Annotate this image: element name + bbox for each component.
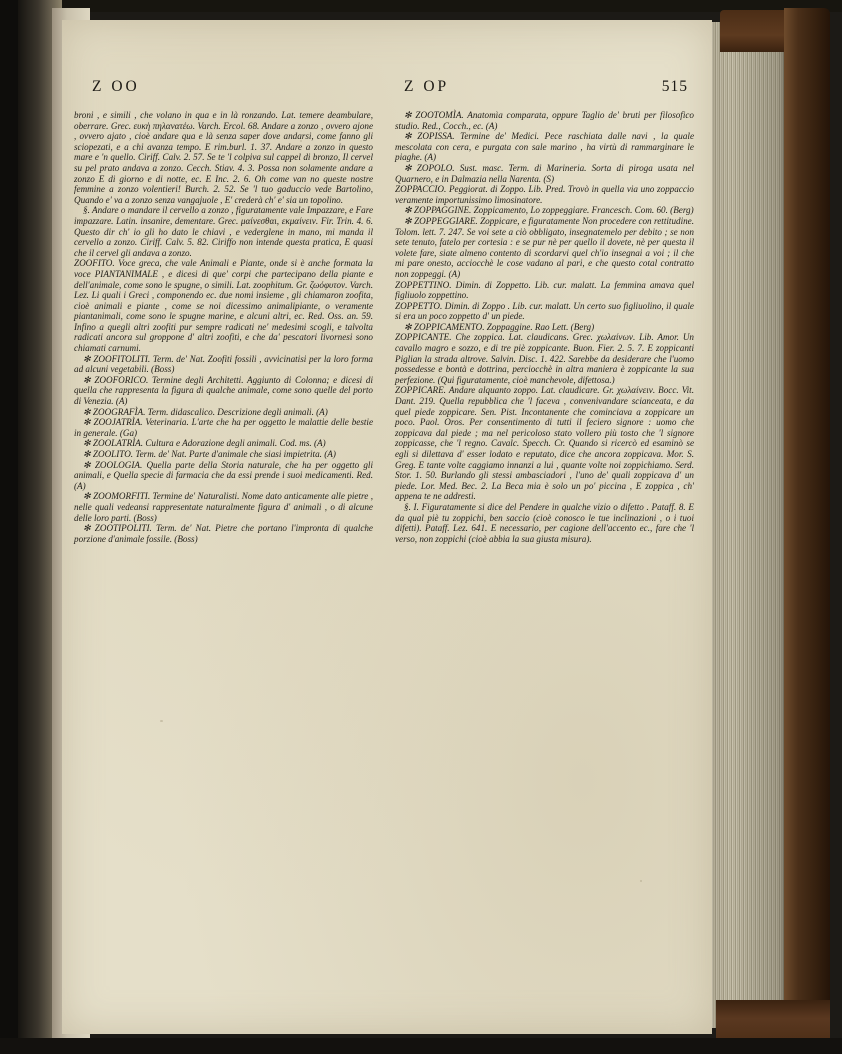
dictionary-entry: ✻ ZOOGRAFÌA. Term. didascalico. Descrizione degli animali. (A) [83,406,328,417]
dictionary-entry: ✻ ZOOMORFITI. Termine de' Naturalisti. Nome dato anticamente alle pietre , nelle quali vedeansi rappresentate naturalmente figura d' animali , o di alcune delle loro parti. (Boss) [74,491,373,523]
two-column-layout [74,110,694,544]
page-text-block [74,78,694,978]
dictionary-entry: ZOPPICARE. Andare alquanto zoppo. Lat. claudicare. Gr. χωλαίνειν. Bocc. Vit. Dant. 219. Quella repubblica che 'l faceva , convenivandare scianceata, e da quel piede zoppicare. Sen. Pist. Incontanente che cominciava a zoppicare un poco. Paol. Oros. Per consentimento di tutti il feciero signore : uomo che zoppicava dal piede ; ma nel pericoloso stato vollero più tosto che 'l signore zoppicasse, che 'l regno. Cavalc. Specch. Cr. Quando si ricercò ed esaminò se egli si dilettava d' esser lodato e reputato, dice che ancora zoppicava. Mor. S. Greg. E tante volte caggiamo innanzi a lui , quante volte noi zoppichiamo. Serd. Stor. 1. 50. Burlando gli stessi ambasciadori , l'uno de' quali zoppicava d' un piede. Lor. Med. Bec. 2. La Beca mia è solo un po' piccina , E zoppica , ch' appena te ne addresti. [395,385,694,502]
column-right [395,110,694,544]
dictionary-entry: broni , e simili , che volano in qua e in là ronzando. Lat. temere deambulare, oberrare. Grec. ευκὴ πηλανατέω. Varch. Ercol. 68. Andare a zonzo , ovvero ajone , ovvero ajato , cioè andare qua e là senza saper dove andarsi, come fanno gli sciopezati, e a chi avanza tempo. E rim.burl. 1. 37. Andare a zonzo in questo mare e 'n quello. Ciriff. Calv. 2. 57. Se te 'l colpiva sul cappel di bronzo, Il cervel su pel prato andava a zonzo. Cecch. Stiav. 4. 3. Possa non solamente andare a zonzo E di giorno e di notte, ec. E Inc. 2. 6. Oh come van no queste nostre femmine a zonzo volentieri! Burch. 2. 52. Se 'l tuo gaduccio vede Bartolino, Quando e' va a zonzo senza vangajuole , E' crederà ch' e' sia un topolino. [74,110,373,205]
book-cover-right [784,8,830,1044]
dictionary-entry: ✻ ZOOLATRÌA. Cultura e Adorazione degli animali. Cod. ms. (A) [83,438,326,449]
dictionary-entry: ZOPPETTO. Dimin. di Zoppo . Lib. cur. malatt. Un certo suo figliuolino, il quale si era un poco zoppetto d' un piede. [395,300,694,322]
dictionary-entry: ✻ ZOOTOMÌA. Anatomìa comparata, oppure Taglio de' bruti per filosofico studio. Red., Cocch., ec. (A) [395,110,694,131]
running-head-center: Z OP [404,78,450,95]
dictionary-entry: ✻ ZOOLOGIA. Quella parte della Storia naturale, che ha per oggetto gli animali, e Quella specie di farmacia che da essi prende i suoi medicamenti. Red. (A) [74,459,373,491]
background-left-edge [0,0,18,1054]
dictionary-entry: §. I. Figuratamente si dice del Pendere in qualche vizio o difetto . Pataff. 8. E da qual piè tu zoppichi, ben saccio (cioè conosco le tue inclinazioni , o i tuoi difetti). Pataff. Lez. 641. E necessario, per cagione dell'accento ec., fare che 'l verso, non zoppichi (cioè abbia la sua giusta misura). [395,501,694,544]
book-fore-edge-shading [712,22,786,1028]
dictionary-entry: ✻ ZOOFITOLITI. Term. de' Nat. Zoofiti fossili , avvicinatisi per la loro forma ad alcuni vegetabili. (Boss) [74,353,373,375]
background-bottom-edge [0,1038,842,1054]
background-top-edge [0,0,842,12]
dictionary-entry: ✻ ZOOLITO. Term. de' Nat. Parte d'animale che siasi impietrita. (A) [83,449,336,459]
dictionary-entry: ✻ ZOPOLO. Sust. masc. Term. di Marineria. Sorta di piroga usata nel Quarnero, e in Dalmazia nella Narenta. (S) [395,162,694,184]
dictionary-entry: §. Andare o mandare il cervello a zonzo , figuratamente vale Impazzare, e Fare impazzare. Latin. insanire, dementare. Grec. μαίνεσθαι, εκμαίνειν. Fir. Trin. 4. 6. Questo dir ch' io gli ho dato le chiavi , e vederglene in mano, mi manda il cervello a zonzo. Ciriff. Calv. 5. 82. Ciriffo non intende questa pratica, E quasi che il cervel gli andava a zonzo. [74,205,373,258]
dictionary-entry: ZOPPETTINO. Dimin. di Zoppetto. Lib. cur. malatt. La femmina amava quel figliuolo zoppettino. [395,279,694,301]
dictionary-entry: ✻ ZOOTIPOLITI. Term. de' Nat. Pietre che portano l'impronta di qualche porzione d'animale fossile. (Boss) [74,523,373,544]
dictionary-entry: ✻ ZOPPICAMENTO. Zoppaggine. Rao Lett. (Berg) [404,321,595,332]
dictionary-entry: ✻ ZOOFORICO. Termine degli Architetti. Aggiunto di Colonna; e dicesi di quella che rappresenta la figura di qualche animale, come sono quelle del porto di Venezia. (A) [74,374,373,407]
dictionary-entry: ZOPPICANTE. Che zoppica. Lat. claudicans. Grec. χωλαίνων. Lib. Amor. Un cavallo magro e sozzo, e di tre piè zoppicante. Buon. Fier. 2. 5. 7. E zoppicanti Piglian la strada altrove. Salvin. Disc. 1. 422. Sarebbe da desiderare che l'uomo possedesse e bontà e dottrina, perciocchè in altra maniera è zoppicante la sua perfezione. (Qui figuratamente, cioè manchevole, difettosa.) [395,332,694,385]
dictionary-entry: ✻ ZOPISSA. Termine de' Medici. Pece raschiata dalle navi , la quale mescolata con cera, e purgata con sale marino , ha virtù di rammarginare le piaghe. (A) [395,131,694,163]
dictionary-entry: ZOOFITO. Voce greca, che vale Animali e Piante, onde si è anche formata la voce PIANTANIMALE , e dicesi di que' corpi che partecipano della piante e dell'animale, come sono le spugne, o simili. Lat. zoophitum. Gr. ζωόφυτον. Varch. Lez. Li quali i Greci , componendo ec. due nomi insieme , gli chiamaron zoofita, cioè animali e piante , come se noi dicessimo animalipiante, o veramente piantanimali, come sono le spugne marine, e alcuni altri, ec. Red. Oss. an. 59. Infino a quegli altri zoofiti pur sempre radicati ne' medesimi scogli, e talvolta radicati ancora sul groppone d' altri zoofiti, e che da' pescatori livornesi sono chiamati carnumi. [74,258,373,354]
dictionary-entry: ✻ ZOPPEGGIARE. Zoppicare, e figuratamente Non procedere con rettitudine. Tolom. lett. 7. 247. Se voi sete a ciò obbligato, insegnatemelo per debito ; se non sete tenuto, fatelo per cortesia : e se pur nè per quello il dovete, nè per questa il volete fare, siate almeno contento di scordarvi quel ch'io insegnai a voi ; il che mi pare onesto, acciocchè le cose vadano al pari, e che questo cotal contratto non zoppeggi. (A) [395,215,694,279]
running-head-left: Z OO [92,78,140,95]
page-number: 515 [661,78,688,95]
running-head [74,78,694,104]
dictionary-entry: ZOPPACCIO. Peggiorat. di Zoppo. Lib. Pred. Trovò in quella via uno zoppaccio veramente importunissimo limosinatore. [395,184,694,205]
column-left [74,110,373,544]
dictionary-entry: ✻ ZOOJATRÌA. Veterinaria. L'arte che ha per oggetto le malattie delle bestie in generale. (Ga) [74,417,373,438]
dictionary-entry: ✻ ZOPPAGGINE. Zoppicamento, Lo zoppeggiare. Francesch. Com. 60. (Berg) [404,205,694,216]
